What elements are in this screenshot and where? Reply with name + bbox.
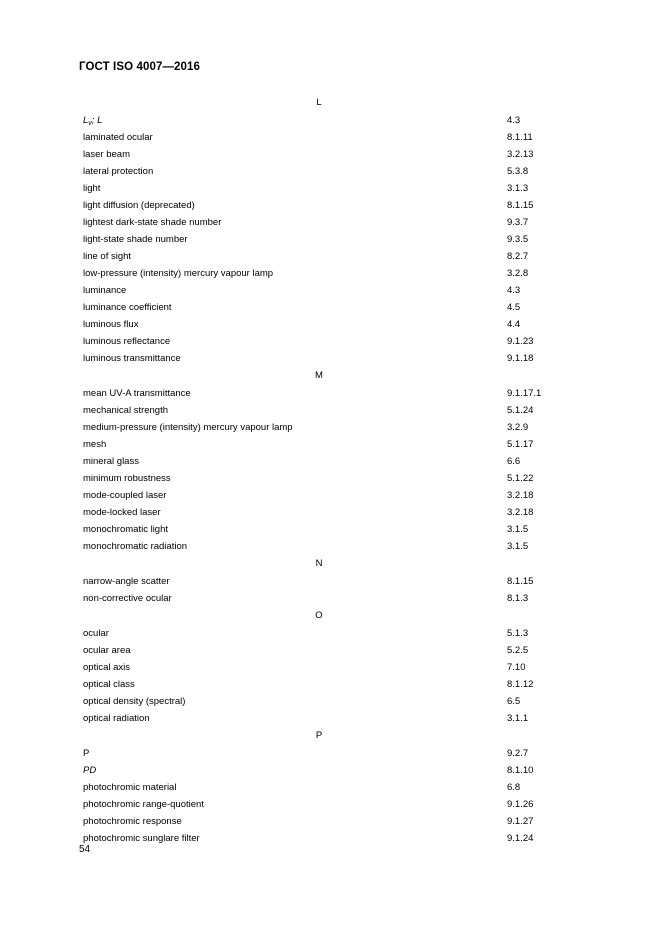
page-number: 54 xyxy=(79,844,91,855)
index-term-text: luminance xyxy=(83,285,127,296)
index-entry xyxy=(79,282,559,299)
section-letter: M xyxy=(315,370,323,381)
index-ref: 3.2.8 xyxy=(507,268,529,279)
index-term-text: narrow-angle scatter xyxy=(83,576,170,587)
index-entry xyxy=(79,504,559,521)
index-term-text: L xyxy=(83,115,89,126)
index-term-text: mechanical strength xyxy=(83,405,169,416)
index-term xyxy=(83,745,89,762)
index-term xyxy=(83,146,130,163)
section-letter: P xyxy=(315,730,323,741)
index-term xyxy=(83,642,131,659)
index-term-text: medium-pressure (intensity) mercury vapour lamp xyxy=(83,422,293,433)
index-term xyxy=(83,538,187,555)
index-term xyxy=(83,796,204,813)
index-ref: 9.1.18 xyxy=(507,353,534,364)
index-term xyxy=(83,436,106,453)
index-term-text: low-pressure (intensity) mercury vapour lamp xyxy=(83,268,274,279)
index-ref: 8.1.15 xyxy=(507,576,534,587)
index-term-text: photochromic material xyxy=(83,782,177,793)
index-term xyxy=(83,402,168,419)
index-entry xyxy=(79,265,559,282)
index-term xyxy=(83,813,182,830)
index-term-text: luminous transmittance xyxy=(83,353,181,364)
index-term xyxy=(83,659,130,676)
index-term-text: optical class xyxy=(83,679,135,690)
index-term xyxy=(83,453,139,470)
index-term-text: minimum robustness xyxy=(83,473,171,484)
term-index xyxy=(79,94,559,847)
index-term-text: luminance coefficient xyxy=(83,302,172,313)
index-ref: 5.2.5 xyxy=(507,645,529,656)
index-entry xyxy=(79,231,559,248)
index-ref: 6.5 xyxy=(507,696,521,707)
index-term-text: monochromatic radiation xyxy=(83,541,188,552)
index-entry xyxy=(79,521,559,538)
index-term xyxy=(83,419,293,436)
index-entry xyxy=(79,453,559,470)
index-entry xyxy=(79,762,559,779)
index-ref: 5.1.22 xyxy=(507,473,534,484)
index-entry xyxy=(79,248,559,265)
index-term-text: laminated ocular xyxy=(83,132,153,143)
index-term-text: ocular area xyxy=(83,645,131,656)
index-entry xyxy=(79,163,559,180)
index-term xyxy=(83,676,135,693)
index-ref: 9.1.17.1 xyxy=(507,388,542,399)
index-term-text: photochromic range-quotient xyxy=(83,799,204,810)
index-ref: 8.1.15 xyxy=(507,200,534,211)
index-term-text: non-corrective ocular xyxy=(83,593,172,604)
section-letter: O xyxy=(315,610,323,621)
index-ref: 3.2.18 xyxy=(507,490,534,501)
index-entry xyxy=(79,299,559,316)
index-entry xyxy=(79,197,559,214)
index-term-text: PD xyxy=(83,765,97,776)
index-ref: 6.6 xyxy=(507,456,521,467)
index-term-text: photochromic sunglare filter xyxy=(83,833,200,844)
index-term xyxy=(83,129,153,146)
index-term xyxy=(83,470,171,487)
index-entry xyxy=(79,779,559,796)
index-ref: 3.2.9 xyxy=(507,422,529,433)
index-term xyxy=(83,573,170,590)
index-ref: 4.3 xyxy=(507,285,521,296)
index-term-text: lateral protection xyxy=(83,166,154,177)
index-term xyxy=(83,248,131,265)
index-ref: 3.2.18 xyxy=(507,507,534,518)
index-entry xyxy=(79,590,559,607)
index-entry xyxy=(79,146,559,163)
section-letter: N xyxy=(315,558,323,569)
index-entry xyxy=(79,659,559,676)
index-term-text: line of sight xyxy=(83,251,132,262)
section-letter: L xyxy=(316,97,322,108)
index-term-text: monochromatic light xyxy=(83,524,169,535)
index-term-text: light xyxy=(83,183,101,194)
index-ref: 8.2.7 xyxy=(507,251,529,262)
index-term-subscript: v xyxy=(88,120,92,127)
index-term xyxy=(83,316,138,333)
index-term xyxy=(83,590,172,607)
index-entry xyxy=(79,830,559,847)
index-entry xyxy=(79,419,559,436)
index-entry xyxy=(79,745,559,762)
index-ref: 8.1.12 xyxy=(507,679,534,690)
index-ref: 9.1.27 xyxy=(507,816,534,827)
index-entry xyxy=(79,642,559,659)
index-entry xyxy=(79,487,559,504)
index-term-text: light-state shade number xyxy=(83,234,188,245)
index-ref: 9.1.26 xyxy=(507,799,534,810)
index-entry xyxy=(79,129,559,146)
index-term xyxy=(83,830,200,847)
index-term-text: mode-coupled laser xyxy=(83,490,167,501)
index-term xyxy=(83,762,96,779)
index-entry xyxy=(79,180,559,197)
index-term xyxy=(83,504,161,521)
index-term-suffix: ; L xyxy=(91,115,103,126)
index-entry xyxy=(79,316,559,333)
index-term xyxy=(83,625,109,642)
index-term-text: mesh xyxy=(83,439,107,450)
index-term-text: mineral glass xyxy=(83,456,139,467)
index-entry xyxy=(79,625,559,642)
index-entry xyxy=(79,538,559,555)
index-term xyxy=(83,180,100,197)
index-ref: 9.1.23 xyxy=(507,336,534,347)
index-entry xyxy=(79,350,559,367)
index-term xyxy=(83,521,168,538)
index-ref: 8.1.3 xyxy=(507,593,529,604)
index-term-text: P xyxy=(83,748,90,759)
index-term-text: mode-locked laser xyxy=(83,507,161,518)
index-term-text: optical radiation xyxy=(83,713,150,724)
index-term-text: luminous reflectance xyxy=(83,336,171,347)
index-entry xyxy=(79,214,559,231)
index-term xyxy=(83,779,176,796)
index-term xyxy=(83,197,195,214)
index-term-text: optical axis xyxy=(83,662,130,673)
index-term xyxy=(83,333,170,350)
index-ref: 8.1.10 xyxy=(507,765,534,776)
index-ref: 9.2.7 xyxy=(507,748,529,759)
index-entry xyxy=(79,676,559,693)
index-ref: 4.5 xyxy=(507,302,521,313)
index-ref: 9.3.5 xyxy=(507,234,529,245)
index-entry xyxy=(79,385,559,402)
index-term-text: laser beam xyxy=(83,149,130,160)
index-ref: 4.3 xyxy=(507,115,521,126)
index-ref: 4.4 xyxy=(507,319,521,330)
index-entry xyxy=(79,402,559,419)
index-term xyxy=(83,231,188,248)
index-entry xyxy=(79,693,559,710)
index-ref: 9.3.7 xyxy=(507,217,529,228)
index-entry xyxy=(79,333,559,350)
index-entry xyxy=(79,436,559,453)
index-term xyxy=(83,710,150,727)
index-term xyxy=(83,163,153,180)
index-term-text: photochromic response xyxy=(83,816,182,827)
index-term xyxy=(83,265,273,282)
index-ref: 8.1.11 xyxy=(507,132,533,143)
index-entry xyxy=(79,112,559,129)
index-ref: 5.1.3 xyxy=(507,628,529,639)
index-term-text: lightest dark-state shade number xyxy=(83,217,222,228)
index-ref: 3.1.5 xyxy=(507,541,529,552)
index-ref: 5.1.24 xyxy=(507,405,534,416)
index-entry xyxy=(79,710,559,727)
index-term xyxy=(83,299,172,316)
index-ref: 3.2.13 xyxy=(507,149,534,160)
index-ref: 5.1.17 xyxy=(507,439,534,450)
index-term xyxy=(83,282,126,299)
index-ref: 3.1.5 xyxy=(507,524,529,535)
index-term xyxy=(83,385,191,402)
index-term-text: mean UV-A transmittance xyxy=(83,388,191,399)
index-entry xyxy=(79,796,559,813)
index-entry xyxy=(79,573,559,590)
index-ref: 7.10 xyxy=(507,662,526,673)
index-term-text: ocular xyxy=(83,628,109,639)
index-ref: 5.3.8 xyxy=(507,166,529,177)
index-term-text: luminous flux xyxy=(83,319,139,330)
document-header: ГОСТ ISO 4007—2016 xyxy=(79,61,201,73)
index-term xyxy=(83,693,185,710)
index-entry xyxy=(79,470,559,487)
index-ref: 6.8 xyxy=(507,782,521,793)
index-entry xyxy=(79,813,559,830)
index-term xyxy=(83,487,166,504)
index-ref: 3.1.1 xyxy=(507,713,529,724)
index-term xyxy=(83,214,221,231)
index-term-text: optical density (spectral) xyxy=(83,696,186,707)
index-ref: 3.1.3 xyxy=(507,183,529,194)
index-term xyxy=(83,350,181,367)
index-ref: 9.1.24 xyxy=(507,833,534,844)
index-term-text: light diffusion (deprecated) xyxy=(83,200,195,211)
